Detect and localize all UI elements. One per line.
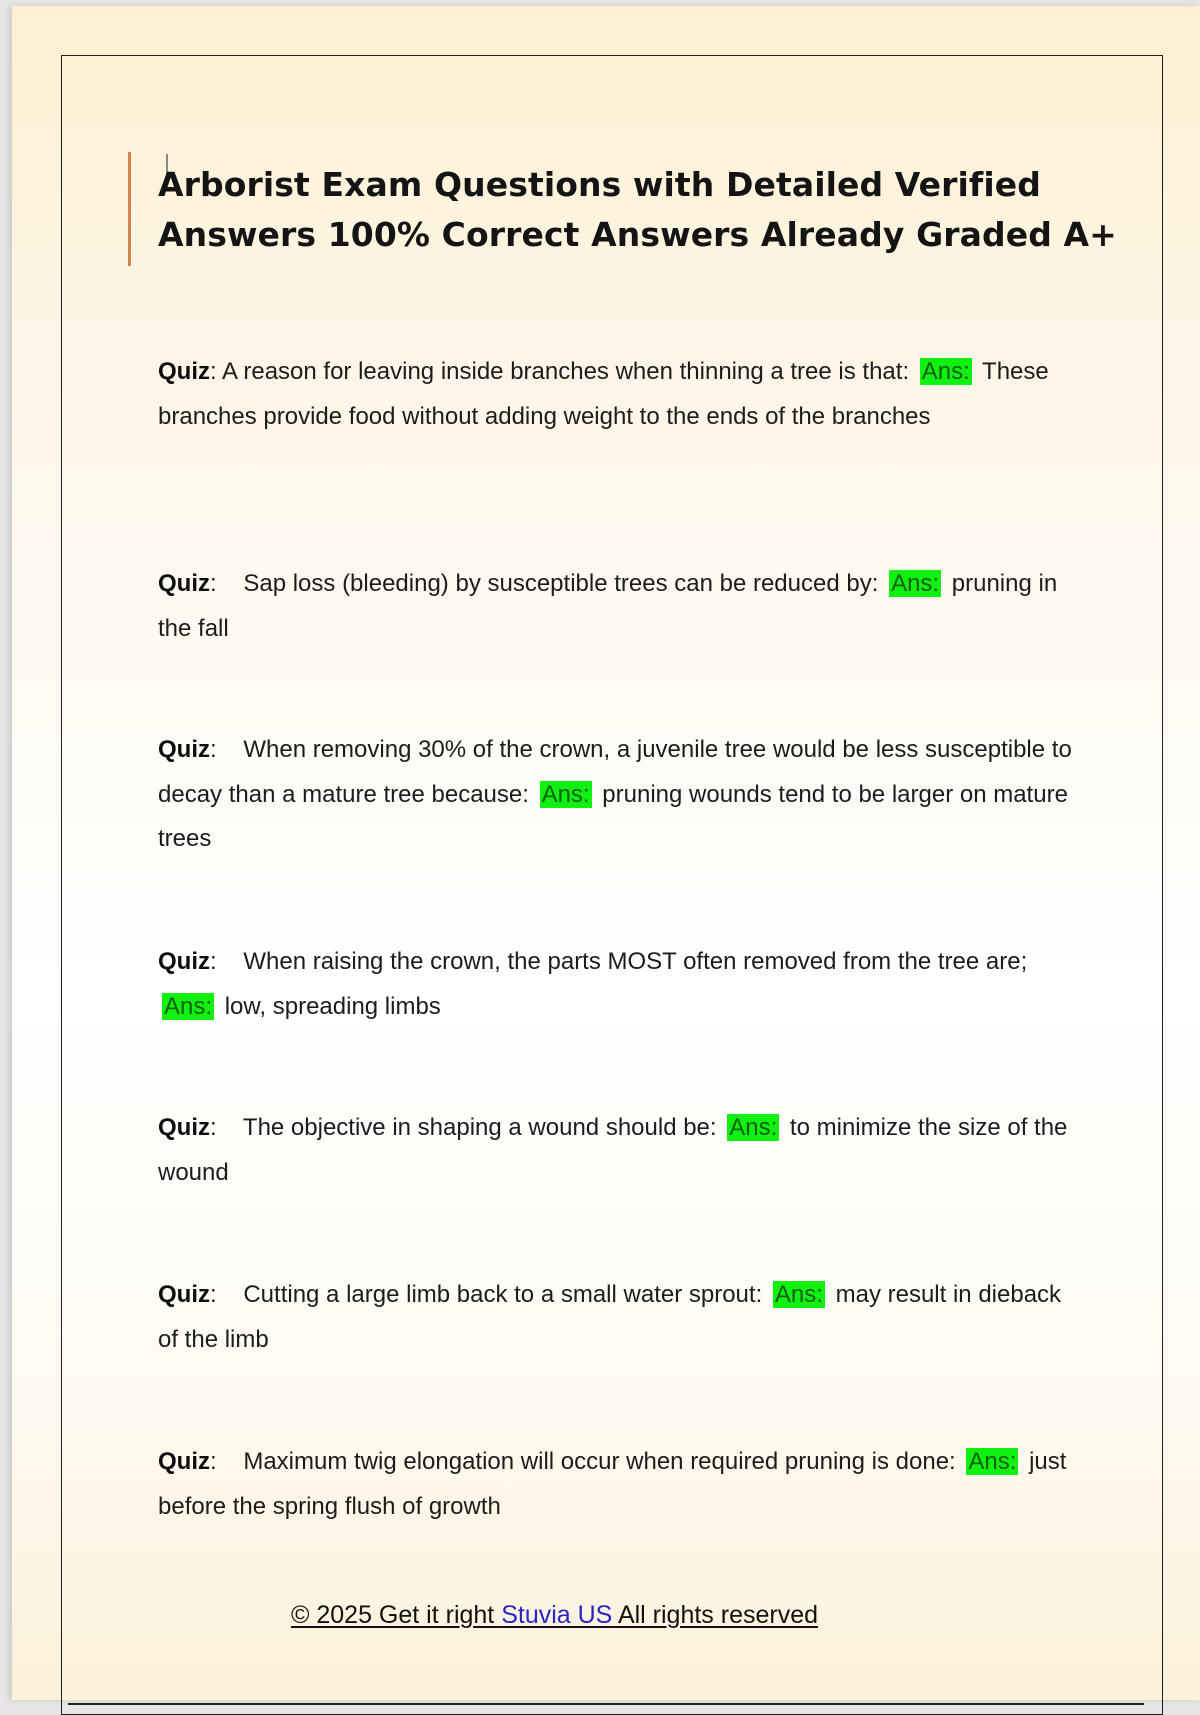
quiz-question: When raising the crown, the parts MOST often removed from the tree are; [243,948,1028,975]
quiz-label: Quiz [158,570,210,597]
bottom-border-line [68,1703,1144,1705]
quiz-label: Quiz [158,736,210,763]
quiz-answer: may result in dieback of the limb [158,1281,1062,1353]
answer-label: Ans: [921,358,970,385]
answer-label: Ans: [774,1281,823,1308]
answer-label: Ans: [541,780,590,808]
quiz-answer: just before the spring flush of growth [158,1448,1067,1520]
qa-item-4 [158,940,1078,1029]
quiz-separator: : [210,948,244,975]
footer-suffix: All rights reserved [612,1601,819,1629]
quiz-label: Quiz [158,1281,210,1308]
answer-label: Ans: [891,570,940,597]
quiz-separator: : [210,1114,243,1141]
qa-item-6 [158,1273,1078,1362]
quiz-separator: : [210,570,244,597]
quiz-answer: pruning in the fall [158,570,1058,642]
quiz-question: Sap loss (bleeding) by susceptible trees can be reduced by: [243,570,886,597]
qa-item-1 [158,350,1078,439]
quiz-separator: : [210,736,244,763]
quiz-label: Quiz [158,1114,210,1141]
qa-item-7 [158,1440,1078,1529]
copyright-footer [291,1598,818,1632]
quiz-answer: to minimize the size of the wound [158,1114,1068,1186]
quiz-label: Quiz [158,358,210,385]
quiz-separator: : [210,1281,244,1308]
quiz-separator: : [210,358,223,385]
qa-item-5 [158,1106,1078,1195]
quiz-answer: pruning wounds tend to be larger on mature trees [158,780,1068,852]
footer-prefix: © 2025 Get it right [291,1601,502,1629]
quiz-question: When removing 30% of the crown, a juvenile tree would be less susceptible to decay than a mature tree because: [158,736,1072,808]
answer-label: Ans: [164,992,213,1020]
quiz-label: Quiz [158,1448,210,1475]
document-page [12,6,1200,1700]
quiz-question: Maximum twig elongation will occur when required pruning is done: [243,1448,963,1475]
title-accent-bar [128,152,131,266]
quiz-question: Cutting a large limb back to a small water sprout: [243,1281,769,1308]
quiz-answer: These branches provide food without adding weight to the ends of the branches [158,358,1049,430]
answer-label: Ans: [729,1114,778,1141]
quiz-label: Quiz [158,948,210,975]
qa-item-3 [158,728,1078,862]
stuvia-us-link[interactable]: Stuvia US [501,1601,613,1629]
quiz-question: A reason for leaving inside branches when thinning a tree is that: [222,358,916,385]
qa-item-2 [158,562,1078,651]
quiz-separator: : [210,1448,244,1475]
answer-label: Ans: [968,1448,1017,1475]
quiz-answer: low, spreading limbs [218,992,441,1020]
quiz-question: The objective in shaping a wound should be: [242,1114,724,1141]
document-title: Arborist Exam Questions with Detailed Verified Answers 100% Correct Answers Already Graded A+ [158,165,1117,254]
